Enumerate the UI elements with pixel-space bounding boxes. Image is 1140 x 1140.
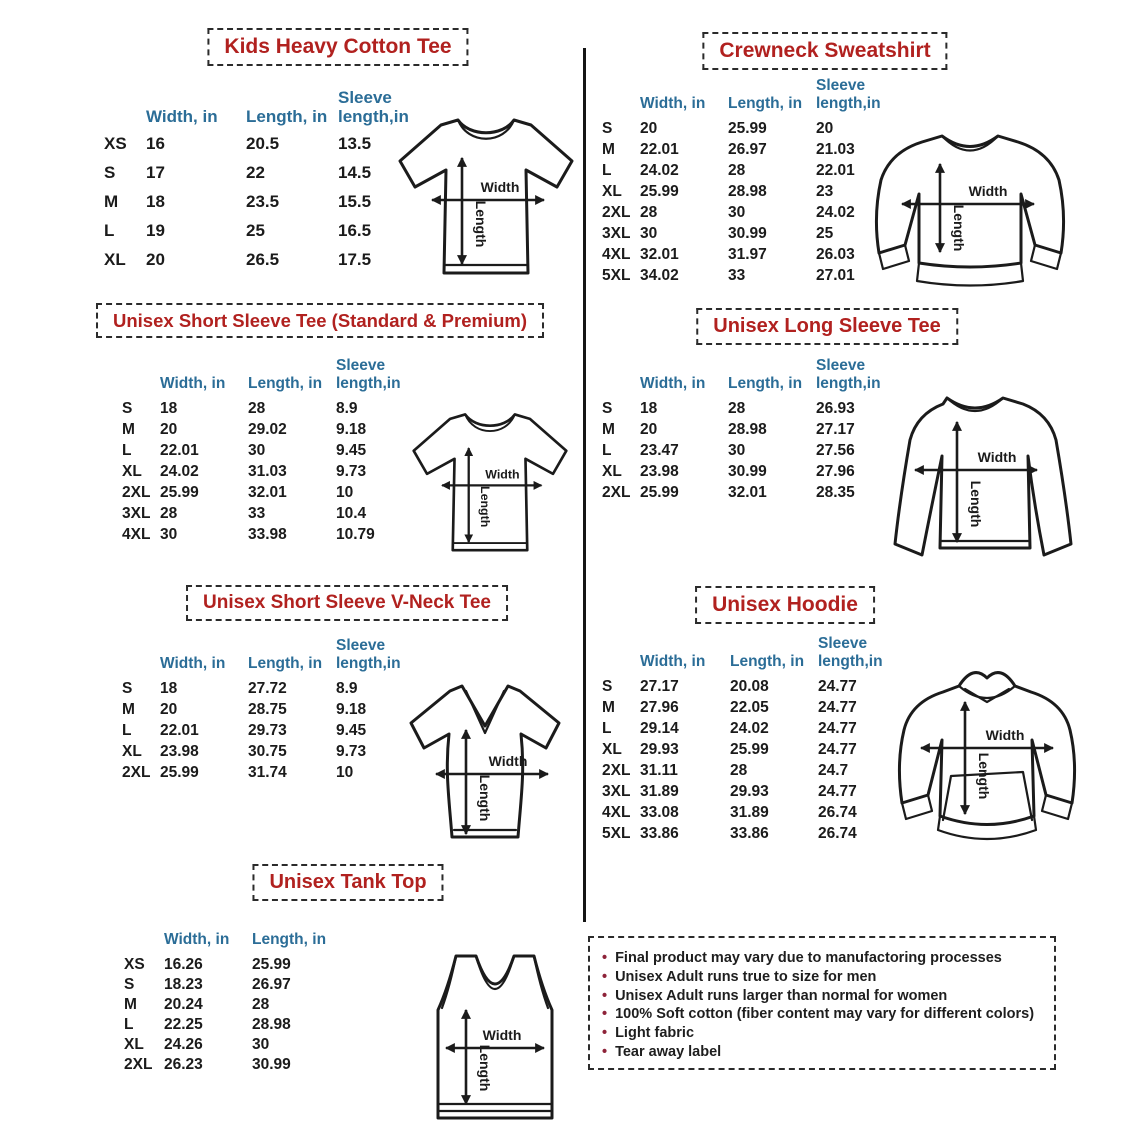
size-label: 3XL [602,783,631,800]
length-label: Length [478,485,493,528]
measurement-value: 26.5 [246,250,280,269]
measurement-value: 20 [146,250,165,269]
measurement-value: 24.7 [818,762,849,779]
size-table [594,352,888,505]
size-label: M [122,421,135,438]
measurement-value: 9.18 [336,421,367,438]
panel-unisex-tank-top [80,858,585,1136]
bullet-icon: • [602,987,608,1004]
column-header: Sleeve length,in [816,357,881,392]
long-sleeve-tee-illustration [863,386,1087,578]
column-header [114,632,154,680]
measurement-value: 21.03 [816,141,855,158]
panel-title: Unisex Short Sleeve V-Neck Tee [186,585,508,621]
measurement-value: 30.75 [248,743,287,760]
measurement-value: 24.77 [818,678,857,695]
measurement-value: 26.74 [818,804,857,821]
tshirt-outline [414,414,567,550]
panel-title: Unisex Short Sleeve Tee (Standard & Premium) [96,303,544,338]
measurement-value: 15.5 [338,192,372,211]
panel-title: Unisex Tank Top [252,864,443,901]
size-label: M [602,421,615,438]
notes-box [588,936,1056,1070]
length-label: Length [968,480,984,528]
measurement-value: 20 [640,421,658,438]
size-label: 2XL [122,764,151,781]
measurement-value: 28 [160,505,178,522]
column-header: Width, in [146,106,218,126]
measurement-value: 30 [252,1036,270,1053]
size-label: M [602,699,615,716]
width-label: Width [488,753,528,769]
note-item [602,1024,1042,1043]
measurement-value: 30 [640,225,658,242]
measurement-value: 29.73 [248,722,287,739]
size-label: 2XL [602,484,631,501]
measurement-value: 28 [728,400,746,417]
measurement-value: 23.98 [640,463,679,480]
measurement-value: 31.89 [730,804,769,821]
measurement-value: 27.96 [640,699,679,716]
note-text: Unisex Adult runs true to size for men [615,968,877,985]
column-header: Length, in [248,654,323,672]
size-label: S [602,120,613,137]
measurement-value: 27.72 [248,680,287,697]
column-header [116,912,158,956]
measurement-value: 25 [816,225,834,242]
size-label: 2XL [122,484,151,501]
measurement-value: 20.5 [246,134,280,153]
width-label: Width [480,179,520,195]
column-header: Length, in [730,652,805,670]
column-header: Width, in [640,652,706,670]
width-label: Width [968,183,1008,199]
column-header: Sleeve length,in [816,77,881,112]
column-header: Length, in [728,374,803,392]
column-header: Width, in [160,374,226,392]
size-label: 2XL [602,204,631,221]
panel-unisex-short-sleeve-tee [80,300,585,575]
measurement-value: 28.98 [728,183,767,200]
size-label: L [122,722,132,739]
measurement-value: 14.5 [338,163,372,182]
measurement-value: 28 [640,204,658,221]
width-label: Width [485,467,520,482]
column-header: Sleeve length,in [336,357,401,392]
panel-title: Kids Heavy Cotton Tee [207,28,468,66]
measurement-value: 25 [246,221,265,240]
panel-unisex-hoodie [592,580,1104,865]
width-label: Width [985,727,1025,743]
column-header: Length, in [252,930,327,948]
measurement-value: 26.03 [816,246,855,263]
measurement-value: 30.99 [728,225,767,242]
column-header [594,352,634,400]
panel-unisex-long-sleeve-tee [592,300,1104,580]
measurement-value: 27.56 [816,442,855,459]
measurement-value: 30 [728,442,746,459]
measurement-value: 9.18 [336,701,367,718]
size-label: 5XL [602,825,631,842]
measurement-value: 28 [248,400,266,417]
measurement-value: 31.11 [640,762,678,779]
size-label: XL [104,250,126,269]
size-table [96,82,416,279]
size-label: L [602,442,612,459]
measurement-value: 16.26 [164,956,203,973]
column-header: Width, in [160,654,226,672]
measurement-value: 20 [160,701,178,718]
column-header: Sleeve length,in [338,87,409,126]
bullet-icon: • [602,968,608,985]
measurement-value: 24.02 [730,720,769,737]
size-label: 3XL [122,505,151,522]
measurement-value: 32.01 [640,246,679,263]
note-text: Light fabric [615,1025,695,1042]
note-item [602,987,1042,1006]
panel-crewneck-sweatshirt [592,28,1084,298]
measurement-value: 9.45 [336,722,367,739]
measurement-value: 29.93 [730,783,769,800]
measurement-value: 20 [640,120,658,137]
measurement-value: 23.47 [640,442,679,459]
measurement-value: 19 [146,221,165,240]
size-label: 4XL [602,246,631,263]
note-text: Tear away label [615,1043,722,1060]
measurement-value: 24.77 [818,720,857,737]
measurement-value: 25.99 [252,956,291,973]
measurement-value: 28.98 [728,421,767,438]
size-label: XL [602,741,622,758]
size-label: L [124,1016,134,1033]
measurement-value: 27.17 [816,421,855,438]
measurement-value: 33.08 [640,804,679,821]
measurement-value: 33.98 [248,526,287,543]
measurement-value: 20 [816,120,834,137]
measurement-value: 25.99 [160,764,199,781]
measurement-value: 22.01 [640,141,679,158]
size-table [594,630,890,846]
measurement-value: 24.02 [816,204,855,221]
measurement-value: 33.86 [730,825,769,842]
measurement-value: 23.5 [246,192,280,211]
note-item [602,949,1042,968]
size-label: XS [104,134,127,153]
size-label: M [104,192,119,211]
bullet-icon: • [602,950,608,966]
measurement-value: 10.79 [336,526,375,543]
bullet-icon: • [602,1006,608,1023]
note-text: 100% Soft cotton (fiber content may vary for different colors) [615,1006,1035,1023]
column-header: Length, in [246,106,328,126]
measurement-value: 13.5 [338,134,372,153]
sweatshirt-illustration [866,124,1074,292]
measurement-value: 28.75 [248,701,287,718]
width-label: Width [482,1027,522,1043]
size-label: M [124,996,137,1013]
size-label: M [602,141,615,158]
size-label: L [602,720,612,737]
measurement-value: 33 [248,505,266,522]
measurement-value: 25.99 [640,484,679,501]
measurement-value: 18 [160,680,178,697]
size-label: S [122,680,133,697]
size-label: 4XL [602,804,631,821]
measurement-value: 30 [728,204,746,221]
column-header: Length, in [248,374,323,392]
size-table [114,632,408,785]
size-label: 5XL [602,267,631,284]
note-item [602,968,1042,987]
measurement-value: 27.01 [816,267,855,284]
measurement-value: 25.99 [640,183,679,200]
measurement-value: 17 [146,163,165,182]
measurement-value: 24.77 [818,699,857,716]
size-label: XS [124,956,145,973]
measurement-value: 30.99 [728,463,767,480]
measurement-value: 30 [160,526,178,543]
tshirt-illustration [403,402,577,567]
length-label: Length [976,752,992,800]
size-label: 2XL [124,1056,153,1073]
measurement-value: 31.97 [728,246,767,263]
panel-unisex-v-neck-tee [80,580,585,860]
measurement-value: 28 [252,996,270,1013]
measurement-value: 22 [246,163,265,182]
measurement-value: 26.97 [728,141,767,158]
long-sleeve-outline [895,398,1071,555]
measurement-value: 10 [336,484,354,501]
measurement-value: 28 [730,762,748,779]
measurement-value: 29.14 [640,720,679,737]
measurement-value: 9.73 [336,463,367,480]
measurement-value: 28.98 [252,1016,291,1033]
column-header: Width, in [640,94,706,112]
measurement-value: 9.45 [336,442,367,459]
size-label: XL [122,463,142,480]
size-table [116,912,334,1076]
measurement-value: 28.35 [816,484,855,501]
measurement-value: 24.02 [640,162,679,179]
v-neck-tee-illustration [398,676,572,850]
measurement-value: 30.99 [252,1056,291,1073]
measurement-value: 33.86 [640,825,679,842]
note-item [602,1005,1042,1024]
length-label: Length [477,774,493,822]
measurement-value: 24.26 [164,1036,203,1053]
measurement-value: 22.01 [816,162,855,179]
measurement-value: 20.08 [730,678,769,695]
size-label: S [602,678,613,695]
measurement-value: 8.9 [336,680,358,697]
hoodie-illustration [875,652,1099,860]
measurement-value: 23 [816,183,834,200]
size-label: XL [124,1036,144,1053]
size-table [114,350,408,547]
panel-title: Unisex Hoodie [695,586,875,624]
measurement-value: 33 [728,267,746,284]
measurement-value: 27.17 [640,678,679,695]
size-label: XL [122,743,142,760]
measurement-value: 29.93 [640,741,679,758]
measurement-value: 10.4 [336,505,367,522]
measurement-value: 18 [160,400,178,417]
measurement-value: 22.01 [160,722,199,739]
size-label: 3XL [602,225,631,242]
measurement-value: 24.77 [818,783,857,800]
measurement-value: 34.02 [640,267,679,284]
column-header: Width, in [164,930,230,948]
measurement-value: 31.89 [640,783,679,800]
bullet-icon: • [602,1043,608,1060]
measurement-value: 20 [160,421,178,438]
measurement-value: 27.96 [816,463,855,480]
measurement-value: 17.5 [338,250,372,269]
column-header: Sleeve length,in [336,637,401,672]
measurement-value: 18.23 [164,976,203,993]
size-label: S [104,163,116,182]
size-label: 2XL [602,762,631,779]
measurement-value: 30 [248,442,266,459]
measurement-value: 26.23 [164,1056,203,1073]
column-header: Width, in [640,374,706,392]
measurement-value: 29.02 [248,421,287,438]
measurement-value: 26.74 [818,825,857,842]
tshirt-illustration [388,106,584,292]
measurement-value: 22.25 [164,1016,203,1033]
measurement-value: 18 [146,192,165,211]
size-label: XL [602,183,622,200]
size-label: S [124,976,135,993]
size-label: XL [602,463,622,480]
measurement-value: 24.02 [160,463,199,480]
note-item [602,1043,1042,1062]
panel-title: Crewneck Sweatshirt [702,32,947,70]
measurement-value: 25.99 [160,484,199,501]
column-header: Length, in [728,94,803,112]
measurement-value: 26.93 [816,400,855,417]
measurement-value: 24.77 [818,741,857,758]
tank-top-illustration [418,946,572,1128]
length-label: Length [477,1044,493,1092]
measurement-value: 23.98 [160,743,199,760]
length-label: Length [473,200,489,248]
measurement-value: 25.99 [730,741,769,758]
measurement-value: 22.01 [160,442,199,459]
measurement-value: 26.97 [252,976,291,993]
bullet-icon: • [602,1025,608,1042]
measurement-value: 16 [146,134,165,153]
column-header [114,350,154,400]
measurement-value: 25.99 [728,120,767,137]
measurement-value: 31.03 [248,463,287,480]
measurement-value: 20.24 [164,996,203,1013]
column-header [594,630,634,678]
tshirt-outline [400,120,572,273]
size-label: 4XL [122,526,151,543]
size-label: S [122,400,133,417]
panel-kids-heavy-cotton-tee [80,28,585,298]
measurement-value: 22.05 [730,699,769,716]
width-label: Width [977,449,1017,465]
note-text: Final product may vary due to manufactoring processes [615,950,1002,966]
measurement-value: 31.74 [248,764,287,781]
measurement-value: 16.5 [338,221,372,240]
length-label: Length [951,204,967,252]
measurement-value: 32.01 [728,484,767,501]
column-header [96,82,140,134]
measurement-value: 8.9 [336,400,358,417]
size-label: L [104,221,115,240]
measurement-value: 18 [640,400,658,417]
size-table [594,76,888,288]
size-label: L [602,162,612,179]
size-label: M [122,701,135,718]
size-label: L [122,442,132,459]
column-header [594,76,634,120]
panel-title: Unisex Long Sleeve Tee [696,308,958,345]
measurement-value: 10 [336,764,354,781]
measurement-value: 28 [728,162,746,179]
column-header: Sleeve length,in [818,635,883,670]
size-label: S [602,400,613,417]
measurement-value: 9.73 [336,743,367,760]
measurement-value: 32.01 [248,484,287,501]
note-text: Unisex Adult runs larger than normal for women [615,987,948,1004]
